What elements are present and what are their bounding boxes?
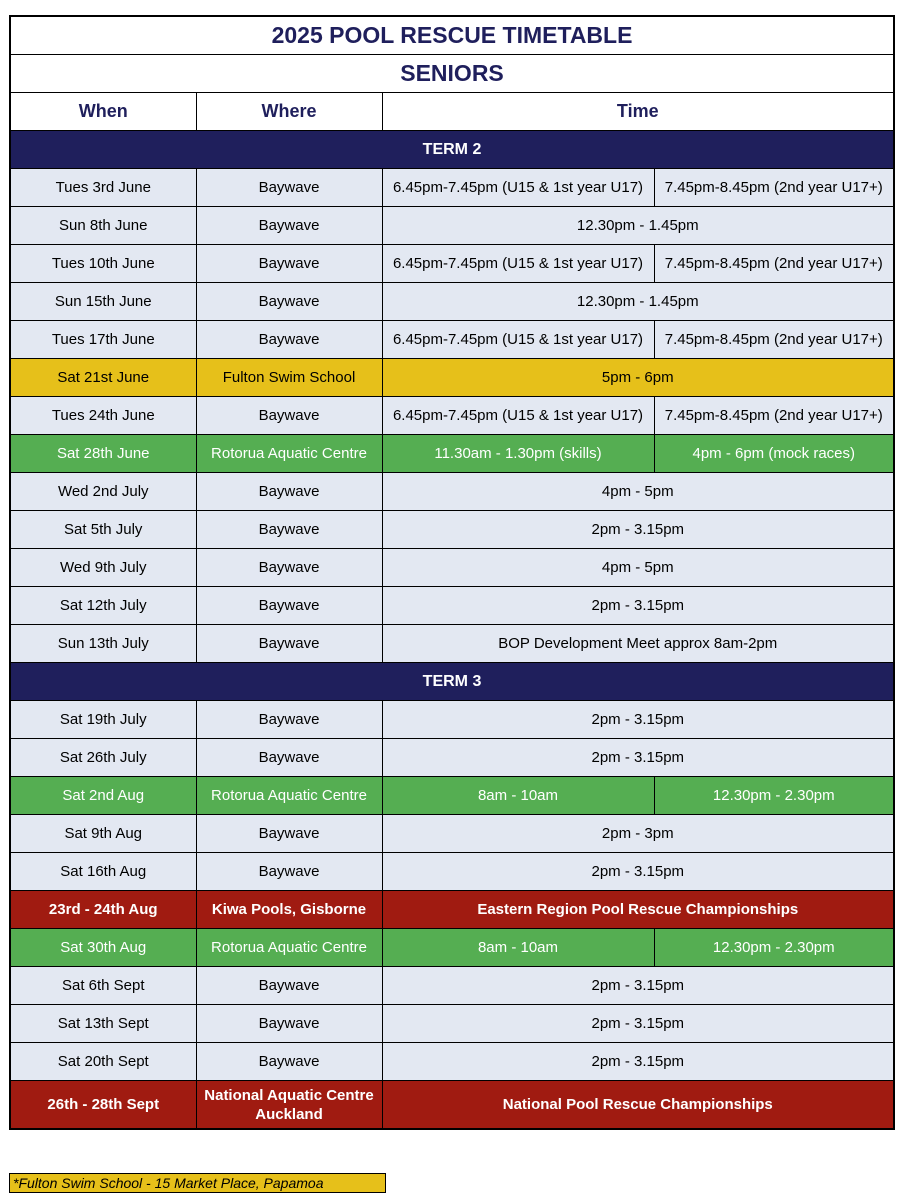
time-cell: 6.45pm-7.45pm (U15 & 1st year U17) xyxy=(382,169,654,207)
where-cell: Baywave xyxy=(196,397,382,435)
time-cell: 6.45pm-7.45pm (U15 & 1st year U17) xyxy=(382,397,654,435)
column-header-where: Where xyxy=(196,93,382,131)
time-cell: 7.45pm-8.45pm (2nd year U17+) xyxy=(654,321,894,359)
where-cell: Baywave xyxy=(196,967,382,1005)
time-cell: 7.45pm-8.45pm (2nd year U17+) xyxy=(654,245,894,283)
table-row xyxy=(10,967,894,1005)
table-row xyxy=(10,625,894,663)
where-cell: Rotorua Aquatic Centre xyxy=(196,929,382,967)
where-cell: Baywave xyxy=(196,473,382,511)
time-cell: 8am - 10am xyxy=(382,777,654,815)
time-cell: 2pm - 3pm xyxy=(382,815,894,853)
time-cell: 6.45pm-7.45pm (U15 & 1st year U17) xyxy=(382,321,654,359)
table-row xyxy=(10,169,894,207)
when-cell: Tues 10th June xyxy=(10,245,196,283)
when-cell: Sat 13th Sept xyxy=(10,1005,196,1043)
time-cell: 12.30pm - 1.45pm xyxy=(382,207,894,245)
time-cell: 2pm - 3.15pm xyxy=(382,511,894,549)
table-row xyxy=(10,891,894,929)
where-cell: Baywave xyxy=(196,283,382,321)
where-cell: National Aquatic Centre Auckland xyxy=(196,1081,382,1130)
time-cell: Eastern Region Pool Rescue Championships xyxy=(382,891,894,929)
when-cell: 26th - 28th Sept xyxy=(10,1081,196,1130)
where-cell: Baywave xyxy=(196,739,382,777)
table-row xyxy=(10,929,894,967)
table-row xyxy=(10,549,894,587)
table-row xyxy=(10,207,894,245)
time-cell: National Pool Rescue Championships xyxy=(382,1081,894,1130)
when-cell: Sat 9th Aug xyxy=(10,815,196,853)
time-cell: 12.30pm - 1.45pm xyxy=(382,283,894,321)
when-cell: Tues 24th June xyxy=(10,397,196,435)
table-row xyxy=(10,853,894,891)
when-cell: Sat 20th Sept xyxy=(10,1043,196,1081)
when-cell: Tues 3rd June xyxy=(10,169,196,207)
page-title: 2025 POOL RESCUE TIMETABLE xyxy=(10,16,894,55)
term-header-row xyxy=(10,131,894,169)
when-cell: Wed 9th July xyxy=(10,549,196,587)
when-cell: Sat 21st June xyxy=(10,359,196,397)
where-cell: Baywave xyxy=(196,853,382,891)
time-cell: 12.30pm - 2.30pm xyxy=(654,777,894,815)
page-subtitle: SENIORS xyxy=(10,55,894,93)
where-cell: Baywave xyxy=(196,587,382,625)
table-row xyxy=(10,473,894,511)
time-cell: 11.30am - 1.30pm (skills) xyxy=(382,435,654,473)
table-row xyxy=(10,701,894,739)
where-cell: Baywave xyxy=(196,1005,382,1043)
table-row xyxy=(10,435,894,473)
time-cell: 8am - 10am xyxy=(382,929,654,967)
table-row xyxy=(10,587,894,625)
table-row xyxy=(10,283,894,321)
where-cell: Fulton Swim School xyxy=(196,359,382,397)
when-cell: Sat 12th July xyxy=(10,587,196,625)
when-cell: Sun 15th June xyxy=(10,283,196,321)
where-cell: Baywave xyxy=(196,625,382,663)
table-row xyxy=(10,739,894,777)
time-cell: 7.45pm-8.45pm (2nd year U17+) xyxy=(654,169,894,207)
where-cell: Baywave xyxy=(196,207,382,245)
where-cell: Baywave xyxy=(196,701,382,739)
when-cell: Sat 16th Aug xyxy=(10,853,196,891)
time-cell: 4pm - 6pm (mock races) xyxy=(654,435,894,473)
table-row xyxy=(10,815,894,853)
term-label: TERM 2 xyxy=(10,131,894,169)
where-cell: Rotorua Aquatic Centre xyxy=(196,777,382,815)
where-cell: Baywave xyxy=(196,511,382,549)
time-cell: 7.45pm-8.45pm (2nd year U17+) xyxy=(654,397,894,435)
time-cell: 2pm - 3.15pm xyxy=(382,853,894,891)
where-cell: Baywave xyxy=(196,169,382,207)
time-cell: 4pm - 5pm xyxy=(382,473,894,511)
table-row xyxy=(10,245,894,283)
when-cell: Sat 6th Sept xyxy=(10,967,196,1005)
table-row xyxy=(10,359,894,397)
time-cell: 2pm - 3.15pm xyxy=(382,587,894,625)
where-cell: Rotorua Aquatic Centre xyxy=(196,435,382,473)
when-cell: Sat 2nd Aug xyxy=(10,777,196,815)
term-header-row xyxy=(10,663,894,701)
table-row xyxy=(10,1043,894,1081)
when-cell: Sat 26th July xyxy=(10,739,196,777)
time-cell: 6.45pm-7.45pm (U15 & 1st year U17) xyxy=(382,245,654,283)
table-row xyxy=(10,777,894,815)
time-cell: 2pm - 3.15pm xyxy=(382,967,894,1005)
timetable-sheet xyxy=(9,15,893,1130)
when-cell: Sat 30th Aug xyxy=(10,929,196,967)
time-cell: 2pm - 3.15pm xyxy=(382,701,894,739)
table-row xyxy=(10,321,894,359)
where-cell: Baywave xyxy=(196,245,382,283)
footnote: *Fulton Swim School - 15 Market Place, Papamoa xyxy=(9,1173,386,1193)
when-cell: Sat 28th June xyxy=(10,435,196,473)
time-cell: 5pm - 6pm xyxy=(382,359,894,397)
when-cell: Sun 13th July xyxy=(10,625,196,663)
when-cell: Sun 8th June xyxy=(10,207,196,245)
column-header-when: When xyxy=(10,93,196,131)
table-row xyxy=(10,1005,894,1043)
when-cell: Sat 5th July xyxy=(10,511,196,549)
table-row xyxy=(10,397,894,435)
timetable xyxy=(9,15,895,1130)
when-cell: 23rd - 24th Aug xyxy=(10,891,196,929)
time-cell: 12.30pm - 2.30pm xyxy=(654,929,894,967)
where-cell: Baywave xyxy=(196,321,382,359)
time-cell: 4pm - 5pm xyxy=(382,549,894,587)
table-row xyxy=(10,1081,894,1130)
time-cell: 2pm - 3.15pm xyxy=(382,739,894,777)
when-cell: Wed 2nd July xyxy=(10,473,196,511)
time-cell: BOP Development Meet approx 8am-2pm xyxy=(382,625,894,663)
when-cell: Tues 17th June xyxy=(10,321,196,359)
where-cell: Baywave xyxy=(196,815,382,853)
when-cell: Sat 19th July xyxy=(10,701,196,739)
where-cell: Kiwa Pools, Gisborne xyxy=(196,891,382,929)
time-cell: 2pm - 3.15pm xyxy=(382,1043,894,1081)
where-cell: Baywave xyxy=(196,1043,382,1081)
where-cell: Baywave xyxy=(196,549,382,587)
time-cell: 2pm - 3.15pm xyxy=(382,1005,894,1043)
column-header-time: Time xyxy=(382,93,894,131)
term-label: TERM 3 xyxy=(10,663,894,701)
table-row xyxy=(10,511,894,549)
